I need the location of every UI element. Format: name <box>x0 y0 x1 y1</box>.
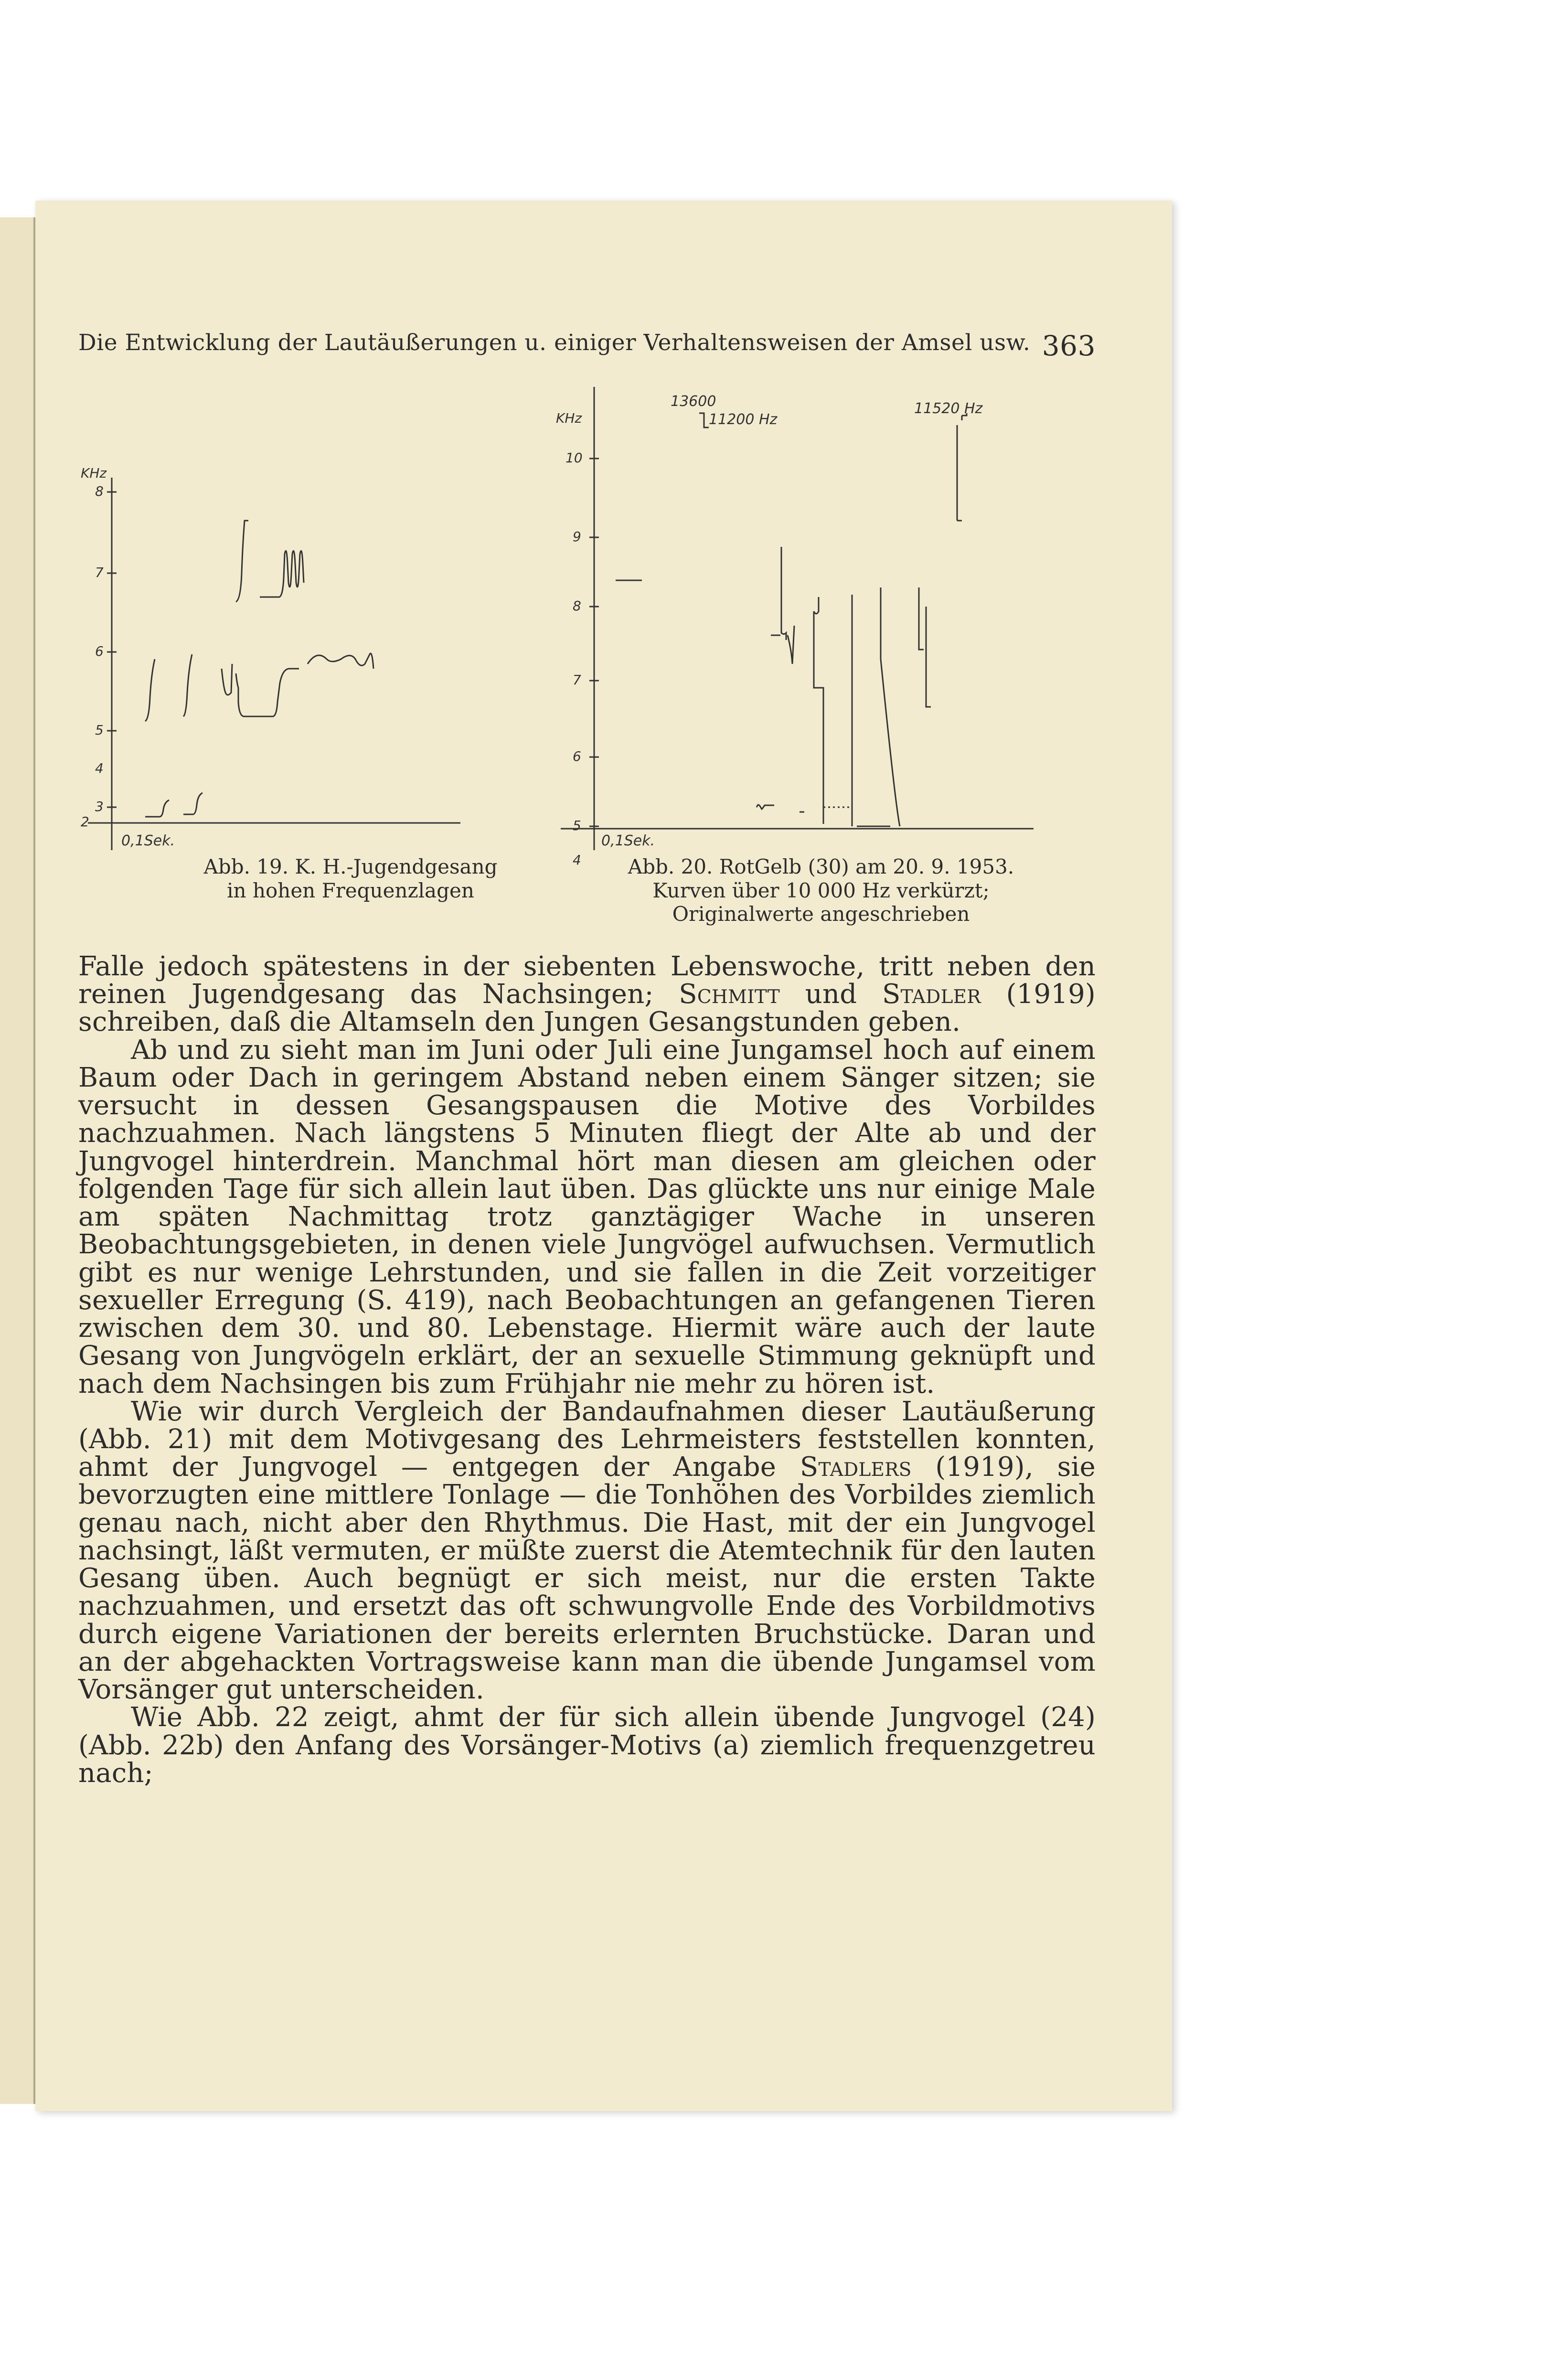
fig19-caption-line: Abb. 19. K. H.-Jugendgesang <box>203 855 498 878</box>
fig19-tick: 3 <box>95 799 104 814</box>
fig20-tick: 7 <box>573 672 581 688</box>
text-run: Wie wir durch Vergleich der Bandaufnahmen dieser Lautäußerung (Abb. 21) mit dem Motivgesang des Lehrmeisters feststellen konnten, ahmt der Jungvogel — entgegen der Angabe <box>78 1396 1096 1483</box>
fig19-tick: 6 <box>95 643 104 659</box>
figures <box>78 387 1096 874</box>
figure-20-sonagram <box>556 387 1096 874</box>
fig20-tick: 10 <box>565 450 583 466</box>
fig19-caption <box>150 855 551 902</box>
text-run: Falle jedoch spätestens in der siebenten Lebenswoche, tritt neben den reinen Jugendgesang das Nachsingen; <box>78 951 1096 1010</box>
fig20-caption-line: Originalwerte angeschrieben <box>672 902 970 926</box>
fig20-tick: 5 <box>573 818 581 833</box>
fig19-tick: 4 <box>95 760 104 776</box>
fig20-scale-label: 0,1Sek. <box>601 832 655 849</box>
page-number: 363 <box>1042 330 1096 362</box>
author-name: Schmitt <box>679 979 780 1010</box>
fig20-unit-label: KHz <box>556 410 582 426</box>
body-text <box>78 953 1096 1787</box>
paragraph <box>78 1398 1096 1704</box>
fig19-tick: 2 <box>81 814 89 830</box>
fig20-annotation: 13600 <box>671 393 716 410</box>
fig20-tick: 4 <box>573 852 581 868</box>
fig20-tick: 6 <box>573 748 581 764</box>
running-title: Die Entwicklung der Lautäußerungen u. einiger Verhaltensweisen der Amsel usw. <box>78 330 1031 356</box>
fig20-caption-line: Abb. 20. RotGelb (30) am 20. 9. 1953. <box>628 855 1014 878</box>
author-name: Stadlers <box>799 1451 912 1483</box>
text-run: und <box>779 979 883 1010</box>
fig19-tick: 8 <box>95 483 104 499</box>
author-name: Stadler <box>882 979 981 1010</box>
text-run: (1919), sie bevorzugten eine mittlere Tonlage — die Tonhöhen des Vorbildes ziemlich genau nach, nicht aber den Rhythmus. Die Hast, mit der ein Jungvogel nachsingt, läßt vermuten, er müßte zuerst die Atemtechnik für den lauten Gesang üben. Auch begnügt er sich meist, nur die ersten Takte nachzuahmen, und ersetzt das oft schwungvolle Ende des Vorbildmotivs durch eigene Variationen der bereits erlernten Bruchstücke. Daran und an der abgehackten Vortragsweise kann man die übende Jungamsel vom Vorsänger gut unterscheiden. <box>78 1451 1096 1706</box>
fig20-caption-line: Kurven über 10 000 Hz verkürzt; <box>652 878 990 902</box>
book-page <box>35 201 1172 2111</box>
fig20-annotation: 11520 Hz <box>914 400 983 417</box>
fig20-tick: 8 <box>573 598 581 614</box>
fig19-caption-line: in hohen Frequenzlagen <box>227 878 474 902</box>
figure-19-sonagram <box>78 387 556 874</box>
left-page-edge <box>0 217 35 2104</box>
paragraph <box>78 953 1096 1036</box>
running-header <box>78 330 1096 382</box>
page-content <box>78 330 1096 1787</box>
paragraph: Wie Abb. 22 zeigt, ahmt der für sich allein übende Jungvogel (24) (Abb. 22b) den Anfang des Vorsänger-Motivs (a) ziemlich frequenzgetreu nach; <box>78 1702 1096 1789</box>
paragraph: Ab und zu sieht man im Juni oder Juli eine Jungamsel hoch auf einem Baum oder Dach in geringem Abstand neben einem Sänger sitzen; sie versucht in dessen Gesangspausen die Motive des Vorbildes nachzuahmen. Nach längstens 5 Minuten fliegt der Alte ab und der Jungvogel hinterdrein. Manchmal hört man diesen am gleichen oder folgenden Tage für sich allein laut üben. Das glückte uns nur einige Male am späten Nachmittag trotz ganztägiger Wache in unseren Beobachtungsgebieten, in denen viele Jungvögel aufwuchsen. Vermutlich gibt es nur wenige Lehrstunden, und sie fallen in die Zeit vorzeitiger sexueller Erregung (S. 419), nach Beobachtungen an gefangenen Tieren zwischen dem 30. und 80. Lebenstage. Hiermit wäre auch der laute Gesang von Jungvögeln erklärt, der an sexuelle Stimmung geknüpft und nach dem Nachsingen bis zum Frühjahr nie mehr zu hören ist. <box>78 1034 1096 1399</box>
fig19-tick: 5 <box>95 722 104 738</box>
fig20-tick: 9 <box>573 529 581 544</box>
text-run: (1919) schreiben, daß die Altamseln den Jungen Gesangstunden geben. <box>78 979 1096 1038</box>
figure-captions <box>78 855 1096 931</box>
fig19-tick: 7 <box>95 565 104 580</box>
fig20-annotation: 11200 Hz <box>709 411 778 428</box>
fig20-caption <box>570 855 1072 926</box>
fig19-scale-label: 0,1Sek. <box>121 832 175 849</box>
fig19-unit-label: KHz <box>81 465 107 481</box>
